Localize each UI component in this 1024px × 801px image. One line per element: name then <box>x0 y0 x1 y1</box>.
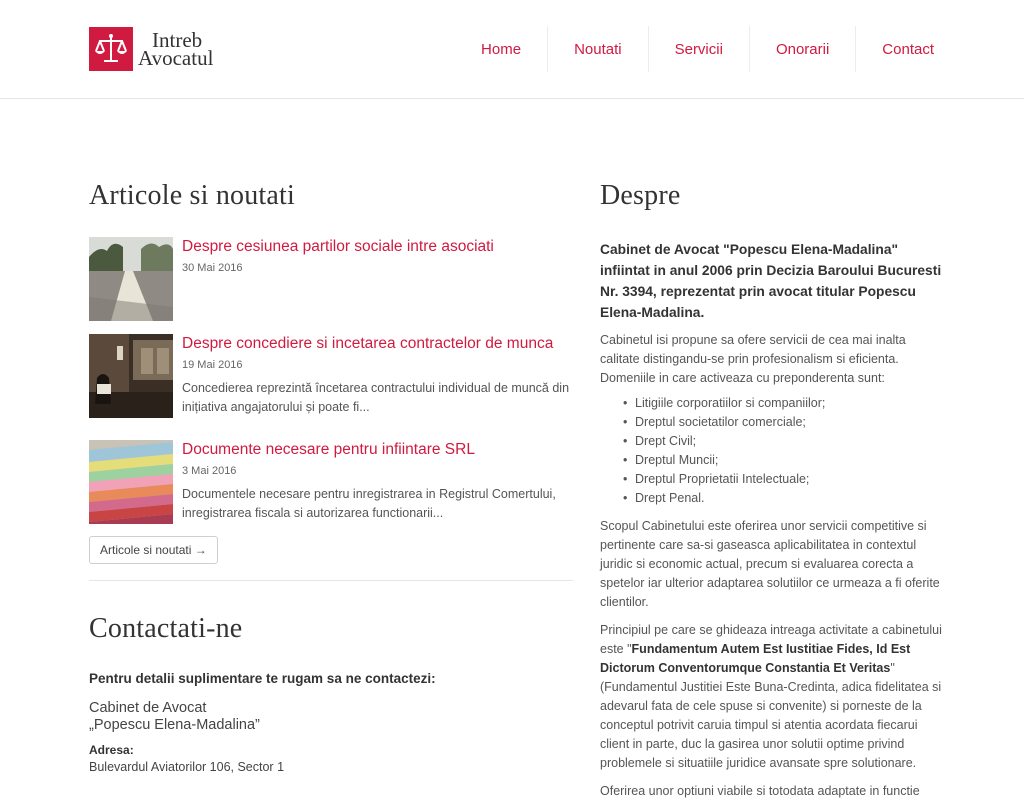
nav-noutati[interactable]: Noutati <box>548 26 649 72</box>
list-item: • Drept Civil; <box>635 432 945 451</box>
contact-lead: Pentru detalii suplimentare te rugam sa ne contactezi: <box>89 671 436 686</box>
about-column <box>600 180 945 801</box>
section-divider <box>89 580 573 581</box>
about-principle <box>600 621 945 773</box>
article-item <box>89 440 573 524</box>
article-date: 30 Mai 2016 <box>182 262 243 274</box>
article-title-link[interactable]: Documente necesare pentru infiintare SRL <box>182 441 475 458</box>
article-thumbnail-paper[interactable] <box>89 440 173 524</box>
brand-line1: Intreb <box>152 28 203 52</box>
list-item: • Drept Penal. <box>635 489 945 508</box>
main-nav <box>481 26 934 72</box>
nav-contact[interactable]: Contact <box>882 40 934 58</box>
cabinet-name <box>89 700 573 734</box>
scales-of-justice-icon <box>89 27 133 71</box>
more-articles-button[interactable]: Articole si noutati → <box>89 536 218 564</box>
about-heading: Despre <box>600 180 681 211</box>
address-label: Adresa: <box>89 743 134 757</box>
list-item: • Dreptul societatilor comerciale; <box>635 413 945 432</box>
brand-line2: Avocatul <box>138 46 214 70</box>
nav-onorarii[interactable]: Onorarii <box>750 26 856 72</box>
about-cutoff: Oferirea unor optiuni viabile si totodata adaptate in functie <box>600 784 920 798</box>
article-date: 19 Mai 2016 <box>182 359 243 371</box>
list-item: • Dreptul Proprietatii Intelectuale; <box>635 470 945 489</box>
nav-servicii[interactable]: Servicii <box>649 26 750 72</box>
articles-more-wrap <box>89 536 573 564</box>
article-item <box>89 237 573 321</box>
article-thumbnail-office[interactable] <box>89 334 173 418</box>
cabinet-name-line1: Cabinet de Avocat <box>89 700 207 716</box>
cabinet-name-line2: „Popescu Elena-Madalina” <box>89 717 260 733</box>
article-title-link[interactable]: Despre concediere si incetarea contractelor de munca <box>182 335 554 352</box>
brand-name <box>138 28 214 70</box>
article-body <box>182 440 573 524</box>
address-value: Bulevardul Aviatorilor 106, Sector 1 <box>89 760 285 774</box>
articles-heading: Articole si noutati <box>89 180 295 211</box>
article-body <box>182 334 573 418</box>
domains-list <box>600 394 945 508</box>
principle-motto: Fundamentum Autem Est Iustitiae Fides, Id Est Dictorum Conventorumque Constantia Et Veritas <box>600 642 911 675</box>
list-item: • Litigiile corporatiilor si companiilor; <box>635 394 945 413</box>
about-lead: Cabinet de Avocat "Popescu Elena-Madalina" infiintat in anul 2006 prin Decizia Baroului Bucuresti Nr. 3394, reprezentat prin avocat titular Popescu Elena-Madalina. <box>600 242 942 320</box>
contact-heading: Contactati-ne <box>89 613 243 644</box>
article-date: 3 Mai 2016 <box>182 465 237 477</box>
article-excerpt: Concedierea reprezintă încetarea contractului individual de muncă din inițiativa angajatorului și poate fi... <box>182 381 570 414</box>
articles-column <box>89 180 573 774</box>
article-excerpt: Documentele necesare pentru inregistrarea in Registrul Comertului, inregistrarea fiscala si autorizarea functionarii... <box>182 487 556 520</box>
principle-intro: Principiul pe care se ghideaza intreaga activitate a cabinetului este " <box>600 623 942 656</box>
article-body <box>182 237 494 321</box>
site-logo[interactable] <box>89 27 213 71</box>
about-intro: Cabinetul isi propune sa ofere servicii de cea mai inalta calitate distingandu-se prin profesionalism si eficienta. Domeniile in care activeaza cu preponderenta sunt: <box>600 333 906 385</box>
site-header <box>0 0 1024 99</box>
article-item <box>89 334 573 418</box>
article-title-link[interactable]: Despre cesiunea partilor sociale intre asociati <box>182 238 494 255</box>
nav-home[interactable]: Home <box>481 26 548 72</box>
about-scope: Scopul Cabinetului este oferirea unor servicii competitive si pertinente care sa-si gaseasca aplicabilitatea in contextul juridic si economic actual, precum si evaluarea corecta a spetelor iar ulterior adaptarea solutiilor ce urmeaza a fi oferite clientilor. <box>600 519 940 609</box>
list-item: • Dreptul Muncii; <box>635 451 945 470</box>
article-thumbnail-road[interactable] <box>89 237 173 321</box>
principle-explanation: " (Fundamentul Justitiei Este Buna-Credinta, adica fidelitatea si adevarul fata de cele spuse si convenite) si porneste de la conceptul potrivit caruia timpul si atentia acordata fiecarui client in parte, duc la gasirea unor solutii optime privind problemele si situatiile juridice avansate spre solutionare. <box>600 661 942 770</box>
